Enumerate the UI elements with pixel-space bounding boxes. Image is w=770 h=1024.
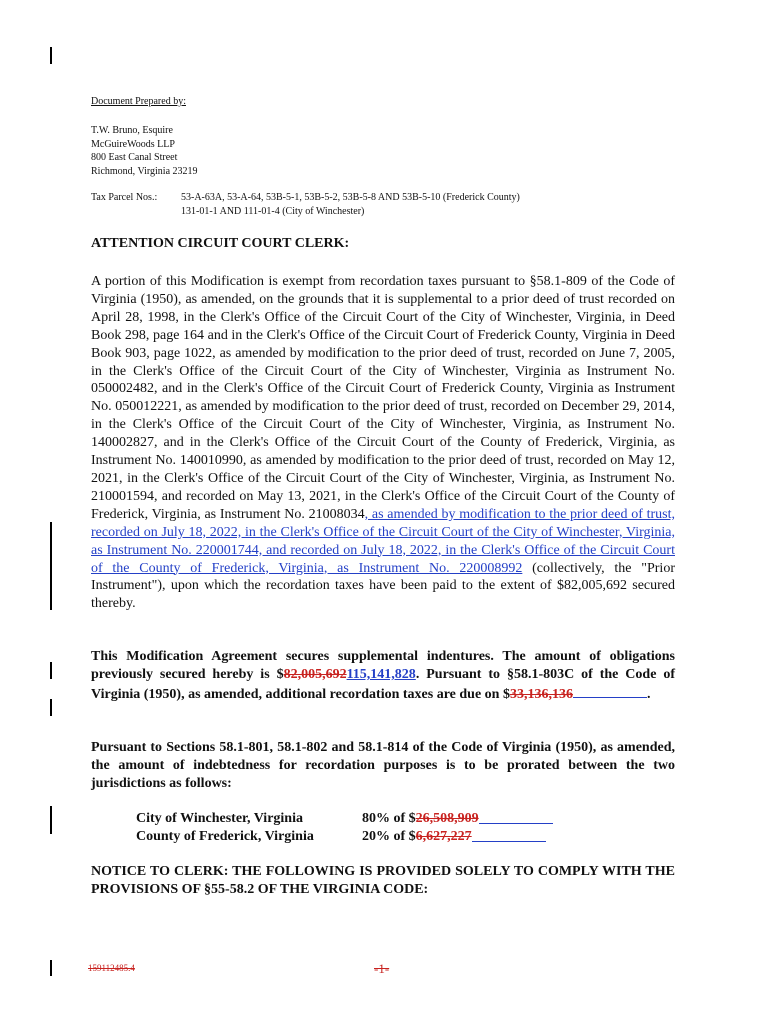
tax-parcel-line: 131-01-1 AND 111-01-4 (City of Winchester) (181, 205, 365, 217)
exemption-paragraph (91, 273, 675, 613)
change-bar (50, 522, 52, 610)
change-bar (50, 699, 52, 716)
prepared-by-heading: Document Prepared by: (91, 96, 186, 107)
tax-parcel-line: 53-A-63A, 53-A-64, 53B-5-1, 53B-5-2, 53B-5-8 AND 53B-5-10 (Frederick County) (181, 192, 520, 203)
obligations-paragraph (91, 648, 675, 704)
blank-line (479, 810, 553, 824)
document-id: 159112485.4 (88, 963, 135, 973)
jurisdiction-name: City of Winchester, Virginia (136, 811, 303, 826)
proration-table (136, 810, 553, 845)
notice-to-clerk: NOTICE TO CLERK: THE FOLLOWING IS PROVIDED SOLELY TO COMPLY WITH THE PROVISIONS OF §55-58.2 OF THE VIRGINIA CODE: (91, 864, 675, 897)
jurisdiction-name: County of Frederick, Virginia (136, 828, 314, 844)
proration-percent: 80% of $ (362, 811, 416, 826)
deleted-amount: 6,627,227 (415, 828, 472, 844)
attention-heading: ATTENTION CIRCUIT COURT CLERK: (91, 236, 350, 251)
preparer-line: McGuireWoods LLP (91, 138, 175, 150)
inserted-amount: 115,141,828 (346, 666, 416, 682)
paragraph-text: A portion of this Modification is exempt from recordation taxes pursuant to §58.1-809 of the Code of Virginia (1950), as amended, on the grounds that it is supplemental to a prior deed of trust recorded on April 28, 1998, in the Clerk's Office of the Circuit Court of the City of Winchester, Virginia, in Deed Book 298, page 164 and in the Clerk's Office of the Circuit Court of Frederick County, Virginia in Deed Book 903, page 1022, as amended by modification to the prior deed of trust, recorded on June 7, 2005, in the Clerk's Office of the Circuit Court of the City of Winchester, Virginia as Instrument No. 050002482, and in the Clerk's Office of the Circuit Court of Frederick County, Virginia as Instrument No. 050012221, as amended by modification to the prior deed of trust, recorded on December 29, 2014, in the Clerk's Office of the Circuit Court of the City of Winchester, Virginia, as Instrument No. 140002827, and in the Clerk's Office of the Circuit Court of the County of Frederick, Virginia, as Instrument No. 140010990, as amended by modification to the prior deed of trust, recorded on May 12, 2021, in the Clerk's Office of the Circuit Court of the City of Winchester, Virginia, as Instrument No. 210001594, and recorded on May 13, 2021, in the Clerk's Office of the Circuit Court of the County of Frederick, Virginia, as Instrument No. 21008034 (91, 274, 675, 522)
tax-parcel-label: Tax Parcel Nos.: (91, 192, 158, 203)
paragraph-text: . Pursuant to §58.1-803C of the Code of Virginia (1950), as amended, additional recordation taxes are due on $ (91, 666, 676, 702)
inserted-text: , as amended by modification to the prior deed of trust, recorded on July 18, 2022, in the Clerk's Office of the Circuit Court of the City of Winchester, Virginia, as Instrument No. 220001744, and recorded on July 18, 2022, in the Clerk's Office of the Circuit Court of the County of Frederick, Virginia, as Instrument No. 220008992 (91, 506, 675, 576)
paragraph-text: (collectively, the "Prior Instrument"), upon which the recordation taxes have been paid to the extent of $82,005,692 secured thereby. (91, 560, 675, 612)
blank-line (472, 828, 546, 842)
proration-percent: 20% of $ (362, 828, 416, 844)
deleted-amount: 26,508,909 (415, 811, 479, 826)
deleted-amount: 82,005,692 (283, 666, 347, 682)
preparer-line: 800 East Canal Street (91, 152, 178, 163)
proration-paragraph: Pursuant to Sections 58.1-801, 58.1-802 and 58.1-814 of the Code of Virginia (1950), as amended, the amount of indebtedness for recordation purposes is to be prorated between the two jurisdictions as follows: (91, 740, 675, 791)
change-bar (50, 47, 52, 64)
proration-row (136, 828, 553, 846)
page-number: -1- (374, 961, 390, 976)
deleted-amount: 33,136,136 (509, 686, 573, 702)
preparer-address (91, 124, 198, 178)
paragraph-text: . (646, 686, 651, 702)
preparer-line: T.W. Bruno, Esquire (91, 125, 173, 136)
change-bar (50, 960, 52, 976)
change-bar (50, 662, 52, 679)
preparer-line: Richmond, Virginia 23219 (91, 165, 198, 177)
change-bar (50, 806, 52, 834)
proration-row (136, 810, 553, 828)
paragraph-text: This Modification Agreement secures supplemental indentures. The amount of obligations previously secured hereby is $ (91, 649, 675, 682)
tax-parcel-block (91, 191, 520, 218)
blank-line (573, 684, 647, 698)
